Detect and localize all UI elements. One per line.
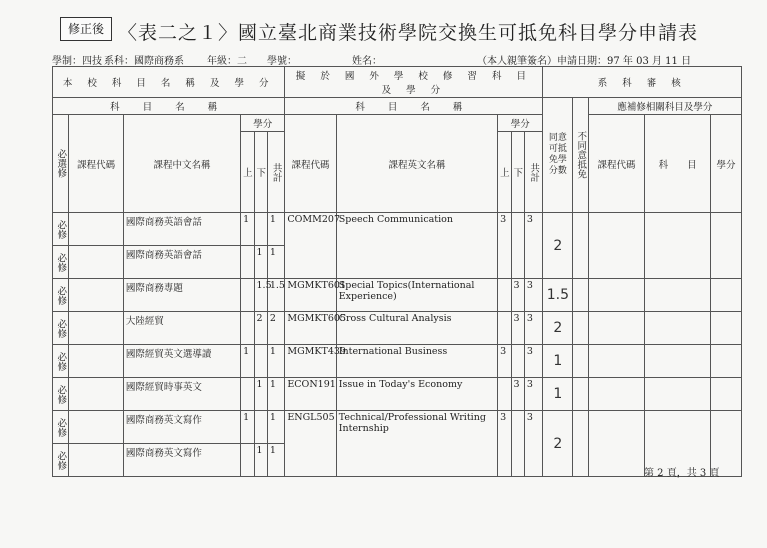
rel-code-cell xyxy=(588,378,645,411)
lower-cell: 1 xyxy=(254,444,267,477)
lower-cell: 1 xyxy=(254,378,267,411)
rel-code-cell xyxy=(588,312,645,345)
disapprove-cell xyxy=(573,378,588,411)
lower-header: 下 xyxy=(254,132,267,213)
f-total-cell: 3 xyxy=(524,345,543,378)
total-cell: 1 xyxy=(267,444,284,477)
course-code-header: 課程代碼 xyxy=(69,115,123,213)
disapprove-cell xyxy=(573,411,588,477)
course-code-cell xyxy=(69,279,123,312)
f-total-cell: 3 xyxy=(524,213,543,279)
disapprove-cell xyxy=(573,345,588,378)
approved-credit-cell: 1 xyxy=(543,378,573,411)
upper-cell xyxy=(241,246,254,279)
f-upper-cell: 3 xyxy=(498,213,511,279)
total-cell: 2 xyxy=(267,312,284,345)
required-header: 必選修 xyxy=(53,115,69,213)
course-code-cell xyxy=(69,378,123,411)
name-field: 姓名： xyxy=(352,56,382,67)
credit-table xyxy=(52,66,742,477)
upper-header-2: 上 xyxy=(498,132,511,213)
f-total-cell: 3 xyxy=(524,411,543,477)
credits-header: 學分 xyxy=(241,115,285,132)
disapprove-cell xyxy=(573,312,588,345)
rel-credit-cell xyxy=(711,213,742,279)
course-code-cell xyxy=(69,345,123,378)
foreign-code-cell: COMM207 xyxy=(285,213,336,279)
f-upper-cell xyxy=(498,378,511,411)
total-header: 共計 xyxy=(267,132,284,213)
foreign-code-cell: ENGL505 xyxy=(285,411,336,477)
upper-cell: 1 xyxy=(241,213,254,246)
f-lower-cell: 3 xyxy=(511,279,524,312)
upper-cell xyxy=(241,444,254,477)
total-cell: 1 xyxy=(267,378,284,411)
rel-code-cell xyxy=(588,213,645,279)
review-header: 系 科 審 核 xyxy=(543,67,742,98)
revision-stamp: 修正後 xyxy=(60,17,112,41)
en-name-header: 課程英文名稱 xyxy=(336,115,497,213)
rel-subject-cell xyxy=(645,312,711,345)
cn-name-cell: 國際商務英文寫作 xyxy=(123,411,240,444)
lower-cell xyxy=(254,411,267,444)
upper-cell: 1 xyxy=(241,411,254,444)
f-total-cell: 3 xyxy=(524,279,543,312)
foreign-code-cell: MGMKT439 xyxy=(285,345,336,378)
f-lower-cell xyxy=(511,411,524,477)
disapprove-cell xyxy=(573,213,588,279)
foreign-code-cell: MGMKT601 xyxy=(285,279,336,312)
cn-name-header: 課程中文名稱 xyxy=(123,115,240,213)
en-name-cell: Issue in Today's Economy xyxy=(336,378,497,411)
related-subjects-header: 應補修相關科目及學分 xyxy=(588,98,741,115)
rel-code-header: 課程代碼 xyxy=(588,115,645,213)
form-title: 〈表二之１〉國立臺北商業技術學院交換生可抵免科目學分申請表 xyxy=(118,22,699,44)
course-code-cell xyxy=(69,444,123,477)
rel-subject-header: 科 目 xyxy=(645,115,711,213)
lower-cell xyxy=(254,213,267,246)
disapprove-cell xyxy=(573,279,588,312)
lower-header-2: 下 xyxy=(511,132,524,213)
rel-subject-cell xyxy=(645,378,711,411)
table-row: 必修 xyxy=(53,444,69,477)
approve-credits-header: 同意可抵免學分數 xyxy=(543,98,573,213)
student-id-field: 學號： xyxy=(267,56,297,67)
rel-subject-cell xyxy=(645,345,711,378)
application-date: 申請日期：97 年 03 月 11 日 xyxy=(557,56,692,67)
cn-name-cell: 國際經貿時事英文 xyxy=(123,378,240,411)
f-upper-cell: 3 xyxy=(498,411,511,477)
table-row: 必修 xyxy=(53,312,69,345)
course-code-cell xyxy=(69,213,123,246)
approved-credit-cell: 1.5 xyxy=(543,279,573,312)
f-lower-cell: 3 xyxy=(511,378,524,411)
table-row: 必修 xyxy=(53,279,69,312)
total-cell: 1 xyxy=(267,213,284,246)
disapprove-header: 不同意抵免 xyxy=(573,98,588,213)
en-name-cell: International Business xyxy=(336,345,497,378)
cn-name-cell: 國際商務英語會話 xyxy=(123,246,240,279)
rel-credit-cell xyxy=(711,279,742,312)
rel-credit-header: 學分 xyxy=(711,115,742,213)
grade-field: 年級：二 xyxy=(207,56,247,67)
table-row: 必修 xyxy=(53,246,69,279)
cn-name-cell: 大陸經貿 xyxy=(123,312,240,345)
lower-cell xyxy=(254,345,267,378)
f-upper-cell xyxy=(498,312,511,345)
foreign-code-cell: ECON191 xyxy=(285,378,336,411)
f-lower-cell: 3 xyxy=(511,312,524,345)
rel-code-cell xyxy=(588,279,645,312)
upper-cell: 1 xyxy=(241,345,254,378)
foreign-code-cell: MGMKT605 xyxy=(285,312,336,345)
cn-name-cell: 國際商務專題 xyxy=(123,279,240,312)
foreign-header: 擬 於 國 外 學 校 修 習 科 目 及 學 分 xyxy=(285,67,543,98)
subject-name-header: 科 目 名 稱 xyxy=(53,98,285,115)
approved-credit-cell: 2 xyxy=(543,411,573,477)
rel-code-cell xyxy=(588,345,645,378)
cn-name-cell: 國際商務英文寫作 xyxy=(123,444,240,477)
approved-credit-cell: 1 xyxy=(543,345,573,378)
total-header-2: 共計 xyxy=(524,132,543,213)
subject-name-header-2: 科 目 名 稱 xyxy=(285,98,543,115)
upper-cell xyxy=(241,312,254,345)
course-code-cell xyxy=(69,246,123,279)
cn-name-cell: 國際商務英語會話 xyxy=(123,213,240,246)
lower-cell: 2 xyxy=(254,312,267,345)
rel-subject-cell xyxy=(645,213,711,279)
rel-credit-cell xyxy=(711,378,742,411)
upper-cell xyxy=(241,378,254,411)
total-cell: 1 xyxy=(267,411,284,444)
rel-subject-cell xyxy=(645,279,711,312)
rel-code-cell xyxy=(588,411,645,477)
table-row: 必修 xyxy=(53,213,69,246)
course-code-cell xyxy=(69,312,123,345)
f-lower-cell xyxy=(511,345,524,378)
dept-field: 系科：國際商務系 xyxy=(104,56,184,67)
f-upper-cell xyxy=(498,279,511,312)
rel-credit-cell xyxy=(711,345,742,378)
lower-cell: 1.5 xyxy=(254,279,267,312)
f-total-cell: 3 xyxy=(524,312,543,345)
course-code-cell xyxy=(69,411,123,444)
cn-name-cell: 國際經貿英文選導讀 xyxy=(123,345,240,378)
our-school-header: 本 校 科 目 名 稱 及 學 分 xyxy=(53,67,285,98)
upper-header: 上 xyxy=(241,132,254,213)
table-row: 必修 xyxy=(53,411,69,444)
lower-cell: 1 xyxy=(254,246,267,279)
approved-credit-cell: 2 xyxy=(543,312,573,345)
rel-credit-cell xyxy=(711,312,742,345)
en-name-cell: Cross Cultural Analysis xyxy=(336,312,497,345)
en-name-cell: Speech Communication xyxy=(336,213,497,279)
approved-credit-cell: 2 xyxy=(543,213,573,279)
total-cell: 1.5 xyxy=(267,279,284,312)
table-row: 必修 xyxy=(53,345,69,378)
total-cell: 1 xyxy=(267,345,284,378)
system-field: 學制：四技 xyxy=(52,56,102,67)
f-lower-cell xyxy=(511,213,524,279)
foreign-code-header: 課程代碼 xyxy=(285,115,336,213)
en-name-cell: Special Topics(International Experience) xyxy=(336,279,497,312)
signature-note: （本人親筆簽名） xyxy=(477,56,557,67)
page-number: 第 2 頁，共 3 頁 xyxy=(644,468,720,479)
en-name-cell: Technical/Professional Writing Internship xyxy=(336,411,497,477)
f-upper-cell: 3 xyxy=(498,345,511,378)
total-cell: 1 xyxy=(267,246,284,279)
credits-header-2: 學分 xyxy=(498,115,543,132)
f-total-cell: 3 xyxy=(524,378,543,411)
upper-cell xyxy=(241,279,254,312)
table-row: 必修 xyxy=(53,378,69,411)
